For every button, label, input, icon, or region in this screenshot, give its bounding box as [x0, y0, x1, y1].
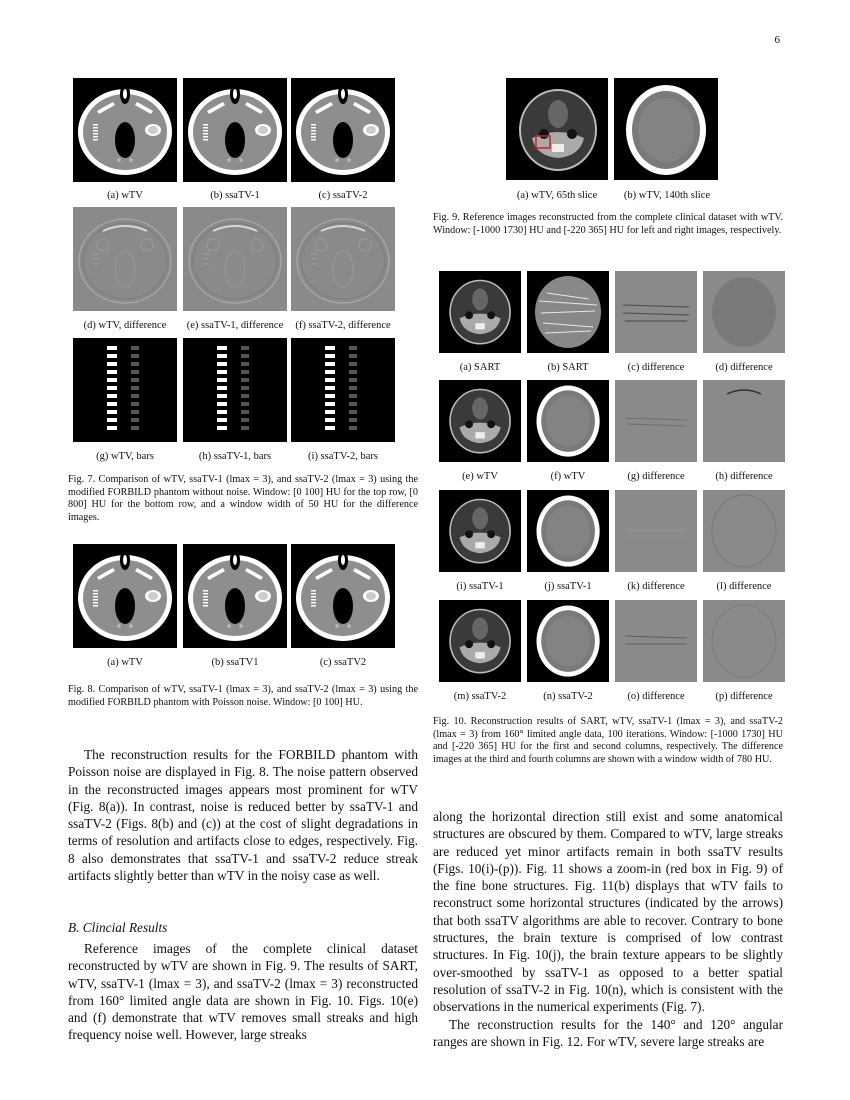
fig10-image-n: [527, 600, 609, 682]
fig7-caption-b: (b) ssaTV-1: [210, 190, 260, 201]
fig9-caption-a: (a) wTV, 65th slice: [516, 190, 598, 201]
fig10-image-l: [703, 490, 785, 572]
fig8-caption-a: (a) wTV: [107, 657, 143, 668]
fig10-caption-j: (j) ssaTV-1: [544, 581, 592, 592]
fig10-image-i: [439, 490, 521, 572]
fig10-caption-i: (i) ssaTV-1: [456, 581, 504, 592]
fig10-image-f: [527, 380, 609, 462]
fig10-caption-b: (b) SART: [547, 362, 589, 373]
fig10-image-p: [703, 600, 785, 682]
fig7-image-a: [73, 78, 177, 182]
left-column-text-2: [68, 940, 418, 1044]
fig8-image-a: [73, 544, 177, 648]
page-number: 6: [774, 34, 780, 46]
fig10-caption-c: (c) difference: [627, 362, 685, 373]
fig10-image-j: [527, 490, 609, 572]
fig7-image-b: [183, 78, 287, 182]
left-paragraph-2: Reference images of the complete clinical dataset reconstructed by wTV are shown in Fig. 9. The results of SART, wTV, ssaTV-1 (lmax = 3), and ssaTV-2 (lmax = 3) reconstructed from 160° limited angle data are shown in Fig. 10. Figs. 10(e) and (f) demonstrate that wTV removes small streaks and high frequency noise well. However, large streaks: [68, 941, 418, 1043]
fig8-image-b: [183, 544, 287, 648]
fig9-caption-b: (b) wTV, 140th slice: [623, 190, 711, 201]
fig7-image-d: [73, 207, 177, 311]
fig9-image-b: [614, 78, 718, 180]
right-column-text: [433, 808, 783, 1050]
fig10-caption-f: (f) wTV: [550, 471, 586, 482]
fig8-caption-b: (b) ssaTV1: [211, 657, 259, 668]
fig8-image-c: [291, 544, 395, 648]
fig10-image-g: [615, 380, 697, 462]
fig7-caption-d: (d) wTV, difference: [83, 320, 167, 331]
fig7-image-g: [73, 338, 177, 442]
fig10-caption-m: (m) ssaTV-2: [453, 691, 507, 702]
fig10-caption-d: (d) difference: [715, 362, 773, 373]
fig9-caption: Fig. 9. Reference images reconstructed from the complete clinical dataset with wTV. Window: [-1000 1730] HU and [-220 365] HU for left and right images, respectively.: [433, 212, 783, 236]
fig7-image-i: [291, 338, 395, 442]
fig10-caption-g: (g) difference: [627, 471, 685, 482]
fig10-caption-o: (o) difference: [627, 691, 685, 702]
fig7-caption-h: (h) ssaTV-1, bars: [198, 451, 272, 462]
fig7-caption-f: (f) ssaTV-2, difference: [295, 320, 391, 331]
fig10-image-k: [615, 490, 697, 572]
right-paragraph-2: The reconstruction results for the 140° and 120° angular ranges are shown in Fig. 12. For wTV, severe large streaks are: [433, 1016, 783, 1049]
fig10-image-m: [439, 600, 521, 682]
section-heading: B. Clincial Results: [68, 920, 168, 935]
fig7-image-e: [183, 207, 287, 311]
fig7-caption-g: (g) wTV, bars: [96, 451, 154, 462]
fig10-caption-l: (l) difference: [716, 581, 772, 592]
fig9-image-a: [506, 78, 608, 180]
fig7-caption-e: (e) ssaTV-1, difference: [186, 320, 284, 331]
fig10-caption-e: (e) wTV: [462, 471, 498, 482]
fig10-caption-n: (n) ssaTV-2: [543, 691, 593, 702]
fig7-image-f: [291, 207, 395, 311]
fig10-image-o: [615, 600, 697, 682]
fig10-caption: Fig. 10. Reconstruction results of SART, wTV, ssaTV-1 (lmax = 3), and ssaTV-2 (lmax = 3) from 160° limited angle data, 100 iterations. Window: [-1000 1730] HU and [-220 365] HU for the first and second columns, respectively. The difference images at the third and fourth columns are shown with a window width of 780 HU.: [433, 716, 783, 765]
fig10-image-a: [439, 271, 521, 353]
fig10-image-e: [439, 380, 521, 462]
fig10-image-b: [527, 271, 609, 353]
left-paragraph-1: The reconstruction results for the FORBILD phantom with Poisson noise are displayed in Fig. 8. The noise pattern observed in the reconstructed images appears most prominent for wTV (Fig. 8(a)). In contrast, noise is reduced better by ssaTV-1 and ssaTV-2 (Figs. 8(b) and (c)) at the cost of slight degradations in terms of resolution and artifacts close to edges, respectively. Fig. 8 also demonstrates that ssaTV-1 and ssaTV-2 reduce streak artifacts slightly better than wTV in the noisy case as well.: [68, 747, 418, 884]
fig7-caption-i: (i) ssaTV-2, bars: [308, 451, 378, 462]
fig10-caption-a: (a) SART: [459, 362, 501, 373]
fig7-caption: Fig. 7. Comparison of wTV, ssaTV-1 (lmax = 3), and ssaTV-2 (lmax = 3) using the modified FORBILD phantom without noise. Window: [0 100] HU for the top row, [0 800] HU for the bottom row, and a window width of 50 HU for the difference images.: [68, 474, 418, 523]
fig8-caption: Fig. 8. Comparison of wTV, ssaTV-1 (lmax = 3), and ssaTV-2 (lmax = 3) using the modified FORBILD phantom with Poisson noise. Window: [0 100] HU.: [68, 684, 418, 708]
fig10-image-h: [703, 380, 785, 462]
fig7-image-h: [183, 338, 287, 442]
fig8-caption-c: (c) ssaTV2: [319, 657, 367, 668]
fig10-image-d: [703, 271, 785, 353]
fig7-caption-c: (c) ssaTV-2: [318, 190, 368, 201]
fig7-image-c: [291, 78, 395, 182]
left-column-text: [68, 746, 418, 884]
fig10-caption-h: (h) difference: [715, 471, 773, 482]
fig10-image-c: [615, 271, 697, 353]
fig7-caption-a: (a) wTV: [107, 190, 143, 201]
fig10-caption-p: (p) difference: [715, 691, 773, 702]
right-paragraph-1: along the horizontal direction still exist and some anatomical structures are obscured by them. Compared to wTV, large streaks are reduced yet minor artifacts remain in both ssaTV results (Figs. 10(i)-(p)). Fig. 11 shows a zoom-in (red box in Fig. 9) of the fine bone structures. Fig. 11(b) displays that wTV fails to reconstruct some horizontal structures (indicated by the arrows) that both ssaTV algorithms are able to recover. Contrary to bone structures, the brain texture is comprised of low contrast structures. In Fig. 10(j), the brain texture appears to be slightly over-smoothed by ssaTV-1 as opposed to a better spatial resolution of ssaTV-2 in Fig. 10(n), which is consistent with the observations in the numerical experiments (Fig. 7).: [433, 809, 783, 1015]
fig10-caption-k: (k) difference: [627, 581, 685, 592]
